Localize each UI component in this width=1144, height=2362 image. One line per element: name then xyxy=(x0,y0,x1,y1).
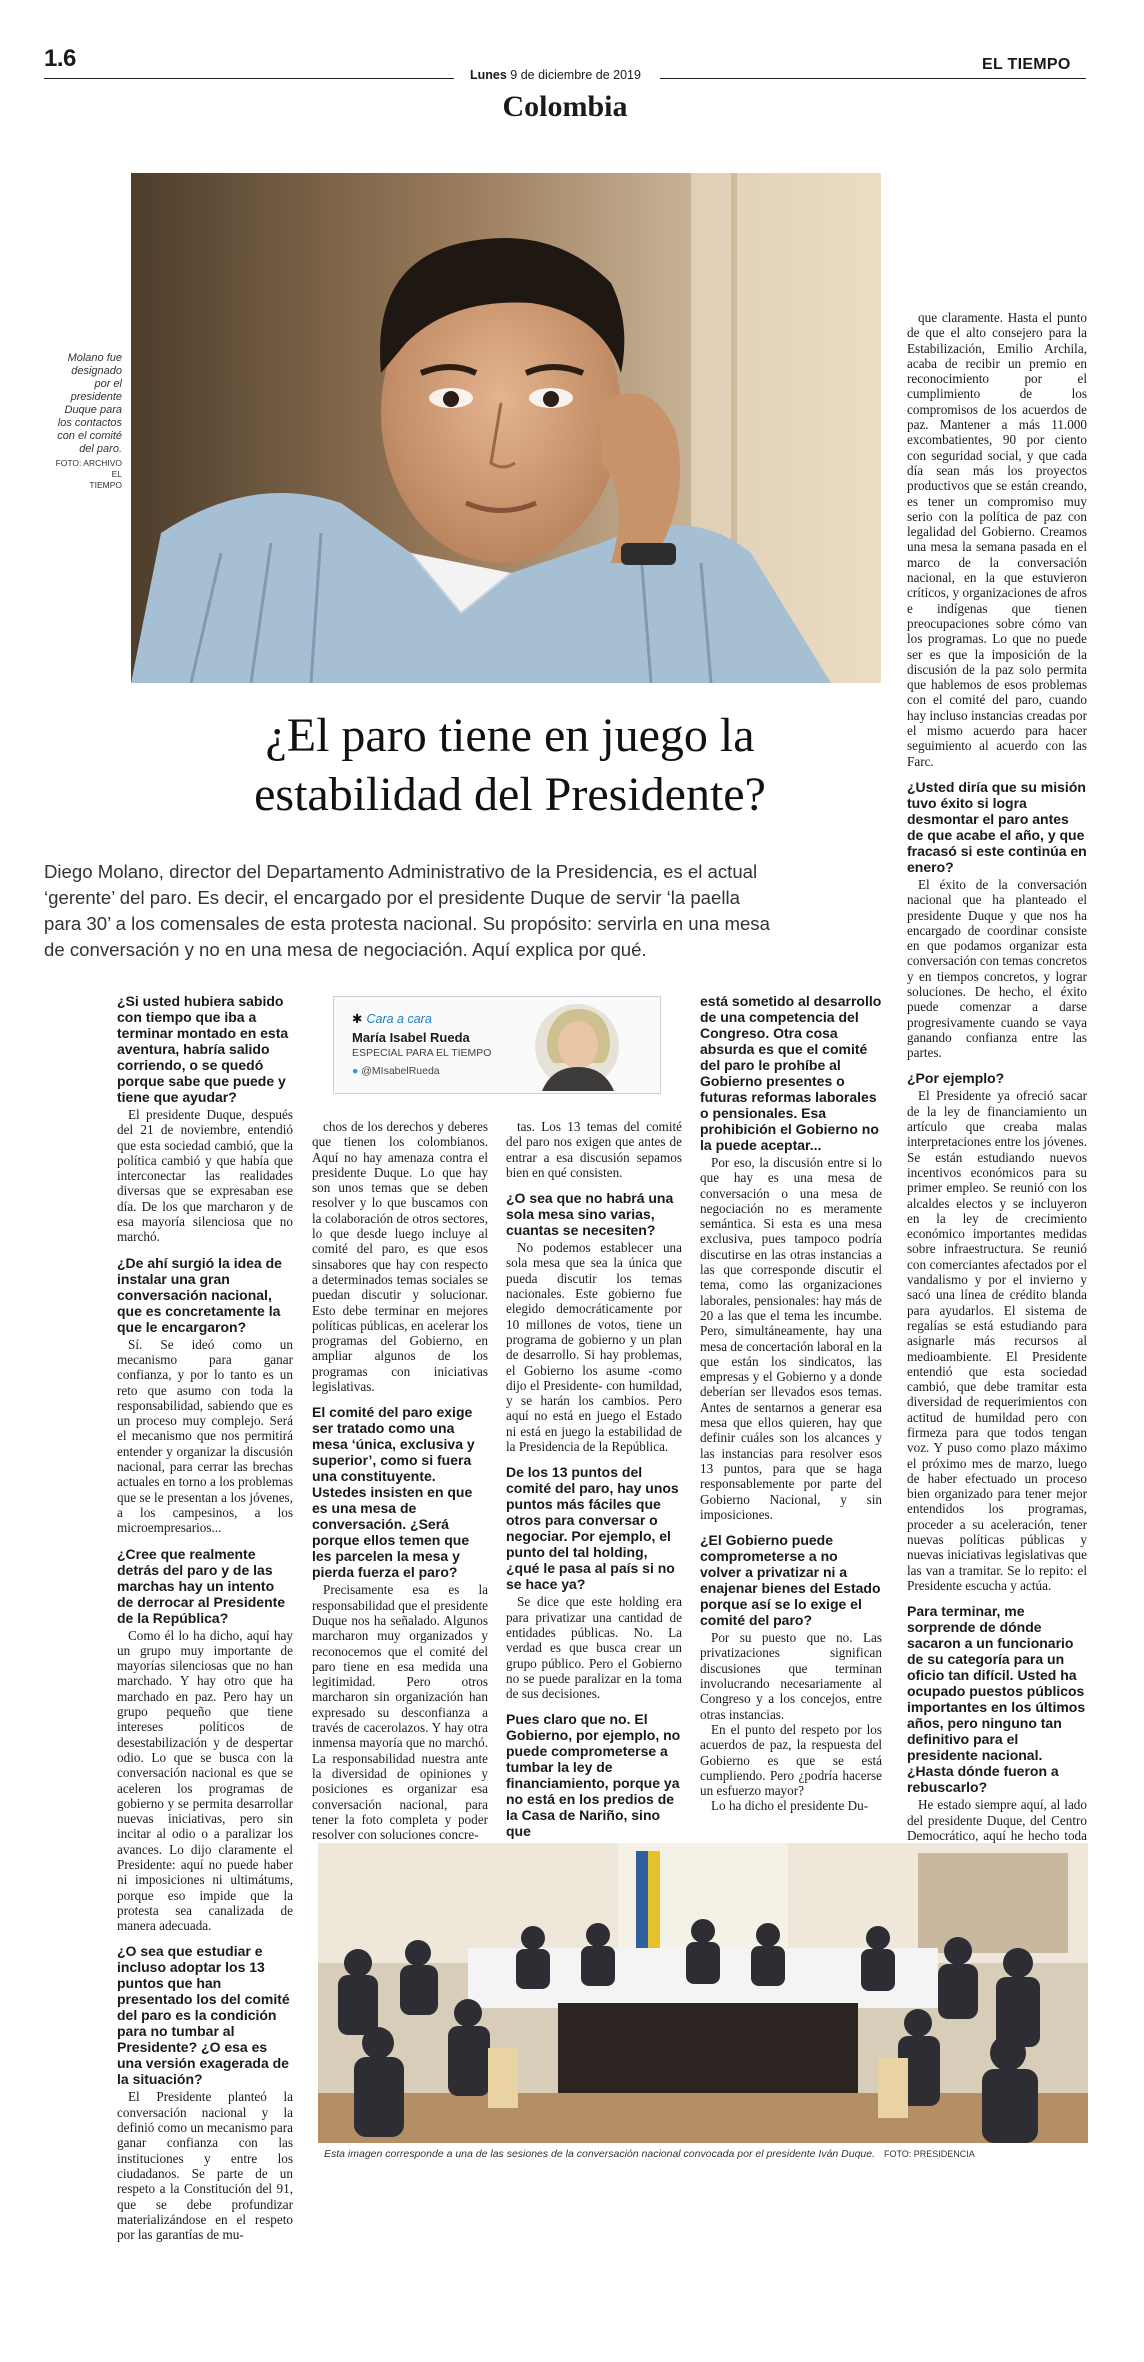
interview-answer: Por eso, la discusión entre si lo que hay es una mesa de conversación o una mesa de negociación no es meramente semántica. Si esta es una mesa exclusiva, pues tampoco podría discutirse en las otras instancias a las que corresponde discutir el tema, como las organizaciones laborales, pensionales: hay más de 20 a las que el tema les incumbe. Pero, simultáneamente, hay una mesa de concertación laboral en la que están los sindicatos, las empresas y el Gobierno y a donde deberían ser llevados esos temas. Antes de sentarnos a generar esa mesa que ellos quieren, hay que definir cuáles son los alcances y las instancias para resolver esos 13 puntos, para que se haga responsablemente por parte del Gobierno Nacional, y sin imposiciones. xyxy=(700,1155,883,1522)
byline-handle: ● @MIsabelRueda xyxy=(352,1065,440,1077)
interview-question: ¿De ahí surgió la idea de instalar una gran conversación nacional, que es concretamente la que le encargaron? xyxy=(117,1254,282,1335)
asterisk-icon: ✱ xyxy=(352,1012,363,1026)
interview-answer: En el punto del respeto por los acuerdos de paz, la respuesta del Gobierno es que se está cumpliendo. Pero ¿podría hacerse un esfuerzo mayor? xyxy=(700,1721,882,1799)
interview-answer: Como él lo ha dicho, aquí hay un grupo muy importante de mayorías silenciosas que no han marchado. Y hay otro que ha marchado en paz. Pero hay un grupo pequeño que tiene intereses políticos de desestabilización y de despertar odio. Lo que se busca con la conversación nacional es que se aceleren los programas de gobierno y se permita desarrollar nuevas iniciativas, pero sin incitar al odio o a paralizar los avances. Lo dijo claramente el Presidente: aquí no puede haber ni imposiciones ni ultimátums, porque eso impide que la protesta sea canalizada de manera adecuada. xyxy=(117,1627,293,1934)
byline-role: ESPECIAL PARA EL TIEMPO xyxy=(352,1047,492,1059)
header-rule-right xyxy=(660,78,1086,79)
page-number: 1.6 xyxy=(44,45,76,72)
lede-line-4: de conversación y no en una mesa de negociación. Aquí explica por qué. xyxy=(44,939,647,960)
author-photo xyxy=(522,1001,632,1091)
interview-question: ¿O sea que estudiar e incluso adoptar los 13 puntos que han presentado los del comité del paro es la condición para no tumbar al Presidente? ¿O esa es una versión exagerada de la situación? xyxy=(117,1943,290,2088)
headline-line-1: ¿El paro tiene en juego la xyxy=(265,709,755,762)
interview-answer: que claramente. Hasta el punto de que el alto consejero para la Estabilización, Emilio Archila, acaba de recibir un premio en reconocimiento por el cumplimiento de los compromisos de los acuerdos de paz. Mantener a más 11.000 excombatientes, 90 por ciento con seguridad social, y que cada día sean más los proyectos productivos que se están creando, es tener un compromiso muy serio con la política de paz con legalidad del Gobierno. Creamos una mesa la semana pasada en el marco de la conversación nacional, en la que estuvieron críticos, y organizaciones de afros e indígenas que tienen preocupaciones sobre cómo van los programas. Lo que no puede ser es que la imposición de la discusión de la paz solo permita que hablemos de esos problemas con el comité del paro, cuando hay incluso instancias creadas por el mismo acuerdo para hacer seguimiento al acuerdo con las Farc. xyxy=(907,310,1087,769)
brand-logo: EL TIEMPO xyxy=(982,56,1071,73)
interview-question: Para terminar, me sorprende de dónde sacaron a un funcionario de su categoría para un oficio tan difícil. Usted ha ocupado puestos públicos importantes en los últimos años, pero ninguno tan definitivo para el presidente nacional. ¿Hasta dónde fueron a rebuscarlo? xyxy=(907,1603,1086,1796)
interview-answer: Precisamente esa es la responsabilidad que el presidente Duque nos ha señalado. Algunos marcharon muy organizados y reconocemos que el comité del paro tiene en esa medida una legitimidad. Pero otros marcharon sin organización han expresado su desconfianza a través de cacerolazos. Y hay otra inmensa mayoría que no marchó. La responsabilidad nuestra ante la diversidad de opiniones y posiciones es organizar esa conversación nacional, para tener la foto completa y poder resolver con soluciones concre- xyxy=(312,1582,488,1843)
meeting-credit: FOTO: PRESIDENCIA xyxy=(883,2149,975,2159)
byline-author: María Isabel Rueda xyxy=(352,1030,470,1045)
date-rest: 9 de diciembre de 2019 xyxy=(510,68,641,82)
interview-question: ¿O sea que no habrá una sola mesa sino varias, cuantas se necesiten? xyxy=(506,1190,674,1239)
lede-line-3: para 30’ a los comensales de esta protesta nacional. Su propósito: servirla en una mesa xyxy=(44,913,770,934)
interview-answer: Por su puesto que no. Las privatizaciones significan discusiones que terminan involucrando necesariamente al Congreso y a los concejos, entre otras instancias. xyxy=(700,1630,882,1722)
interview-question: El comité del paro exige ser tratado como una mesa ‘única, exclusiva y superior’, como si fuera una constituyente. Ustedes insisten en que es una mesa de conversación. ¿Será porque ellos temen que les parcelen la mesa y pierda fuerza el paro? xyxy=(312,1404,475,1581)
interview-answer: Sí. Se ideó como un mecanismo para ganar confianza, y por lo tanto es un reto que asumo con toda la responsabilidad, sabiendo que es un proceso muy complejo. Será el mecanismo que nos permitirá entender y organizar la discusión nacional, para cerrar las brechas actuales en torno a los problemas que se le presentan a los jóvenes, a los campesinos, a los microempresarios... xyxy=(117,1336,293,1536)
lede-line-1: Diego Molano, director del Departamento Administrativo de la Presidencia, es el actual xyxy=(44,861,758,882)
date-line xyxy=(470,68,641,82)
meeting-illustration xyxy=(318,1843,1088,2143)
interview-question: ¿Si usted hubiera sabido con tiempo que iba a terminar montado en esta aventura, habría salido corriendo, o se quedó porque sabe que puede y tiene que ayudar? xyxy=(117,993,289,1105)
headline-line-2: estabilidad del Presidente? xyxy=(254,768,766,821)
header-rule-left xyxy=(44,78,454,79)
interview-answer: tas. Los 13 temas del comité del paro nos exigen que antes de entrar a esa discusión sepamos bien en qué consisten. xyxy=(506,1119,682,1180)
interview-answer: chos de los derechos y deberes que tienen los colombianos. Aquí no hay amenaza contra el presidente Duque. Lo que hay son unos temas que se deben resolver y lo que buscamos con la colaboración de otros sectores, lo que desde luego incluye al comité del paro, es que esos sinsabores que hay con respecto a determinados temas sociales se puedan discutir y solucionar. Esto debe terminar en mejores políticas públicas, en acelerar los programas del Gobierno, en ampliar algunos de los programas con iniciativas legislativas. xyxy=(312,1119,488,1395)
date-day: Lunes xyxy=(470,68,507,82)
article-column-1 xyxy=(117,993,293,2242)
portrait-credit: FOTO: ARCHIVO EL TIEMPO xyxy=(55,458,122,490)
interview-answer: He estado siempre aquí, al lado del presidente Duque, del Centro Democrático, aquí he hecho toda xyxy=(907,1797,1087,1843)
portrait-caption: Molano fue designado por el presidente Duque para los contactos con el comité del paro. FOTO: ARCHIVO EL TIEMPO xyxy=(44,352,122,491)
interview-answer: El Presidente ya ofreció sacar de la ley de financiamiento un artículo que creaba malas interpretaciones entre los jóvenes. Se están estudiando nuevos incentivos económicos para su primer empleo. Se reunió con los alcaldes electos y se incluyeron en la ley de crecimiento económico importantes medidas sobre infraestructura. Se reunió con comerciantes afectados por el vandalismo y por el invierno y sacó una línea de crédito blanda para ayudarlos. El sistema de regalías se está estudiando para asignarle más recursos al medioambiente. El Presidente entendió que esta sociedad cambió, que debe tramitar esta diversidad de requerimientos con actitud de humildad pero con firmeza para que todos tengan voz. Y puso como plazo máximo el próximo mes de marzo, luego de haber efectuado un proceso bien organizado para tener mejor entendidos los programas, proceder a su aceleración, tener nuevas políticas públicas y nuevas iniciativas legislativas que las van a tramitar. Se lo repito: el Presidente escucha y actúa. xyxy=(907,1088,1087,1593)
byline-label: ✱ Cara a cara xyxy=(352,1012,432,1026)
interview-question: ¿Cree que realmente detrás del paro y de las marchas hay un intento de derrocar al Presidente de la República? xyxy=(117,1545,286,1626)
article-column-2 xyxy=(312,1119,488,1842)
article-column-4 xyxy=(700,993,882,1814)
interview-question: De los 13 puntos del comité del paro, hay unos puntos más fáciles que otros para conversar o negociar. Por ejemplo, el punto del tal holding, ¿qué le pasa al país si no se hace ya? xyxy=(506,1464,679,1593)
interview-answer: El presidente Duque, después del 21 de noviembre, entendió que esta sociedad cambió, que la política cambió y que había que interconectar las realidades diversas que se expresaban ese día. De los que marcharon y de esa mayoría silenciosa que no marchó. xyxy=(117,1107,293,1245)
interview-answer: No podemos establecer una sola mesa que sea la única que pueda discutir los temas nacionales. Este gobierno fue elegido democráticamente por 10 millones de votos, tiene un programa de gobierno y un plan de desarrollo. Si hay problemas, el Gobierno los asume -como dijo el Presidente- con humildad, y se harán los cambios. Pero aquí no está en juego el Estado ni está en juego la estabilidad de la Presidencia de la República. xyxy=(506,1240,682,1455)
interview-answer: Lo ha dicho el presidente Du- xyxy=(711,1798,869,1814)
headline xyxy=(120,706,900,824)
meeting-photo xyxy=(318,1843,1088,2143)
article-column-5 xyxy=(907,310,1087,1904)
interview-answer: El Presidente planteó la conversación nacional y la definió como un mecanismo para ganar confianza con las instituciones y entre los ciudadanos. Se parte de un respeto a la Constitución del 91, que se debe profundizar materializándose en el respeto por las garantías de mu- xyxy=(117,2089,293,2243)
interview-answer: El éxito de la conversación nacional que ha planteado el presidente Duque y que nos ha encargado de coordinar consiste en que podamos organizar esta conversación con temas concretos y en tiempos concretos, y lograr soluciones. De hecho, el éxito puede comenzar a darse progresivamente cuando se vaya ganando confianza entre las partes. xyxy=(907,876,1087,1061)
interview-question: está sometido al desarrollo de una competencia del Congreso. Otra cosa absurda es que el comité del paro le prohíbe al Gobierno presentes o futuras reformas laborales o pensionales. Esa prohibición el Gobierno no la puede aceptar... xyxy=(700,993,882,1153)
interview-question: ¿El Gobierno puede comprometerse a no volver a privatizar ni a enajenar bienes del Estado porque así se lo exige el comité del paro? xyxy=(700,1532,881,1629)
interview-question: Pues claro que no. El Gobierno, por ejemplo, no puede comprometerse a tumbar la ley de financiamiento, porque ya no está en los predios de la Casa de Nariño, sino que xyxy=(506,1711,681,1840)
meeting-caption: Esta imagen corresponde a una de las sesiones de la conversación nacional convocada por el presidente Iván Duque. FOTO: PRESIDENCIA xyxy=(324,2148,975,2160)
interview-answer: Se dice que este holding era para privatizar una cantidad de entidades públicas. No. La verdad es que busca crear un grupo público. Pero el Gobierno no se puede paralizar en la toma de sus decisiones. xyxy=(506,1594,682,1702)
lede-line-2: ‘gerente’ del paro. Es decir, el encargado por el presidente Duque de servir ‘la paella xyxy=(44,887,740,908)
interview-question: ¿Por ejemplo? xyxy=(907,1070,1005,1087)
portrait-photo xyxy=(131,173,881,683)
interview-question: ¿Usted diría que su misión tuvo éxito si logra desmontar el paro antes de que acabe el año, y que fracasó si este continúa en enero? xyxy=(907,778,1087,875)
section-title: Colombia xyxy=(502,90,628,123)
article-column-3 xyxy=(506,1119,682,1841)
twitter-icon: ● xyxy=(352,1065,359,1077)
portrait-illustration xyxy=(131,173,881,683)
byline-box xyxy=(333,996,661,1094)
